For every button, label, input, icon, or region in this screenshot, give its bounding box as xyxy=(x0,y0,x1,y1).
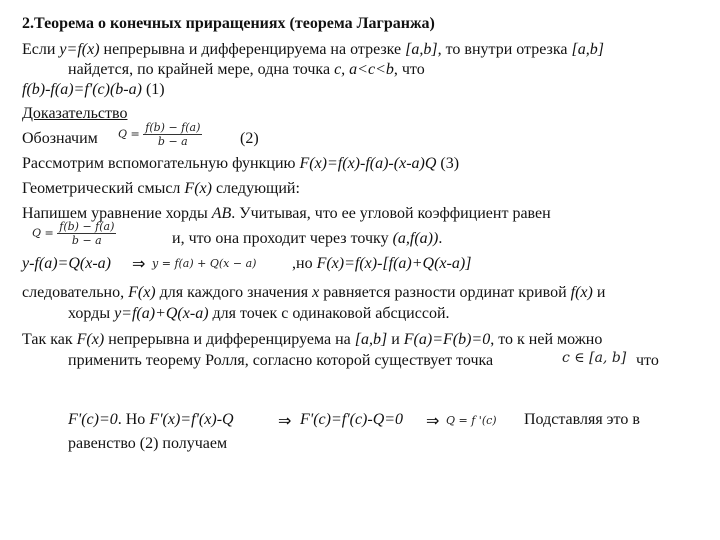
text: равенство (2) получаем xyxy=(68,435,228,452)
text: . Учитывая, что ее угловой коэффициент равен xyxy=(231,205,551,222)
equation-number: (3) xyxy=(436,155,460,172)
interval: [a,b] xyxy=(354,331,388,348)
text: непрерывна и дифференцируема на xyxy=(104,331,355,348)
geometric-meaning-line xyxy=(22,179,300,199)
denominator: b − a xyxy=(71,234,102,247)
text: следовательно, xyxy=(22,284,129,301)
formula-q-image-2 xyxy=(32,220,116,247)
formula-inline: F(x) xyxy=(184,180,212,197)
proof-heading: Доказательство xyxy=(22,105,128,122)
numerator: f(b) − f(a) xyxy=(145,121,201,134)
formula-q-result-image: Q = f '(c) xyxy=(446,414,497,427)
text: применить теорему Ролля, согласно которой существует точка xyxy=(68,352,494,369)
text: хорды xyxy=(68,305,115,322)
interval: [a,b], xyxy=(405,41,442,58)
formula-inline: y=f(x) xyxy=(59,41,100,58)
eq-sign: = xyxy=(130,127,140,141)
point: (a,f(a)) xyxy=(392,230,439,247)
interval: [a,b] xyxy=(571,41,604,58)
formula-1: f(b)-f(a)=f'(c)(b-a) xyxy=(22,81,142,98)
text: для каждого значения xyxy=(155,284,313,301)
text: , то к ней можно xyxy=(490,331,603,348)
formula-1-line xyxy=(22,80,165,100)
text: найдется, по крайней мере, одна точка xyxy=(68,61,335,78)
text: . xyxy=(438,230,443,247)
text: Обозначим xyxy=(22,130,98,147)
text: следующий: xyxy=(211,180,300,197)
text: то внутри отрезка xyxy=(441,41,572,58)
formula-chord-image xyxy=(152,257,256,270)
chord-rhs: f(a) + Q(x − a) xyxy=(174,257,257,270)
text: для точек с одинаковой абсциссой. xyxy=(208,305,450,322)
text: что xyxy=(636,352,659,369)
q-symbol: Q xyxy=(32,226,42,240)
implies-arrow-icon: ⇒ xyxy=(132,254,146,273)
text: Так как xyxy=(22,331,77,348)
text: и, что она проходит через точку xyxy=(172,230,393,247)
derivative-line xyxy=(68,410,234,430)
text: , что xyxy=(393,61,425,78)
formula-inline: F(x) xyxy=(76,331,105,348)
text: Если xyxy=(22,41,60,58)
formula-q-image xyxy=(118,121,202,148)
text: и xyxy=(387,331,404,348)
formula-inline: f(x) xyxy=(570,284,593,301)
variable: x xyxy=(312,284,320,301)
numerator: f(b) − f(a) xyxy=(59,220,115,233)
equation-number: (2) xyxy=(240,130,259,147)
aux-function-line xyxy=(22,154,459,174)
formula-c-in-ab-image: c ∈ [a, b] xyxy=(562,350,627,366)
text: равняется разности ординат кривой xyxy=(319,284,571,301)
conclusion-line-2 xyxy=(68,304,450,324)
formula-inline: F'(c)=f'(c)-Q=0 xyxy=(300,411,404,428)
text: непрерывна и дифференцируема на отрезке xyxy=(99,41,406,58)
formula-inline: F(x)=f(x)-[f(a)+Q(x-a)] xyxy=(316,255,472,272)
formula-inline: y=f(a)+Q(x-a) xyxy=(114,305,209,322)
text: Подставляя это в xyxy=(524,411,640,428)
fraction xyxy=(143,121,202,148)
formula-inline: F(a)=F(b)=0 xyxy=(403,331,491,348)
denominator: b − a xyxy=(157,135,188,148)
chord-equation-line xyxy=(22,254,111,274)
rolle-line-1 xyxy=(22,330,602,350)
q-symbol: Q xyxy=(118,127,128,141)
statement-line-1 xyxy=(22,40,604,60)
equation-number: (1) xyxy=(141,81,165,98)
fraction xyxy=(57,220,116,247)
implies-arrow-icon: ⇒ xyxy=(426,411,440,430)
chord-name: AB xyxy=(211,205,232,222)
point-line xyxy=(172,229,442,249)
text: Геометрический смысл xyxy=(22,180,185,197)
eq-sign: = xyxy=(161,257,171,270)
formula-inline: F'(c)=0 xyxy=(68,411,118,428)
theorem-title: 2.Теорема о конечных приращениях (теорема Лагранжа) xyxy=(22,15,435,32)
text: Напишем уравнение хорды xyxy=(22,205,212,222)
statement-line-2 xyxy=(68,60,425,80)
conclusion-line-1 xyxy=(22,283,605,303)
formula-inline: F'(x)=f'(x)-Q xyxy=(149,411,234,428)
chord-equation: y-f(a)=Q(x-a) xyxy=(22,255,111,272)
formula-inline: F(x) xyxy=(128,284,156,301)
rolle-line-2 xyxy=(68,351,493,371)
eq-sign: = xyxy=(44,226,54,240)
text: Рассмотрим вспомогательную функцию xyxy=(22,155,300,172)
final-line xyxy=(68,434,227,454)
text: и xyxy=(592,284,606,301)
text: ,но xyxy=(292,255,317,272)
notation-line xyxy=(22,129,98,149)
f-definition xyxy=(292,254,471,274)
y-symbol: y xyxy=(152,257,159,270)
text: . Но xyxy=(117,411,150,428)
formula-3: F(x)=f(x)-f(a)-(x-a)Q xyxy=(299,155,437,172)
implies-arrow-icon: ⇒ xyxy=(278,411,292,430)
formula-inline: c, a<c<b xyxy=(334,61,394,78)
